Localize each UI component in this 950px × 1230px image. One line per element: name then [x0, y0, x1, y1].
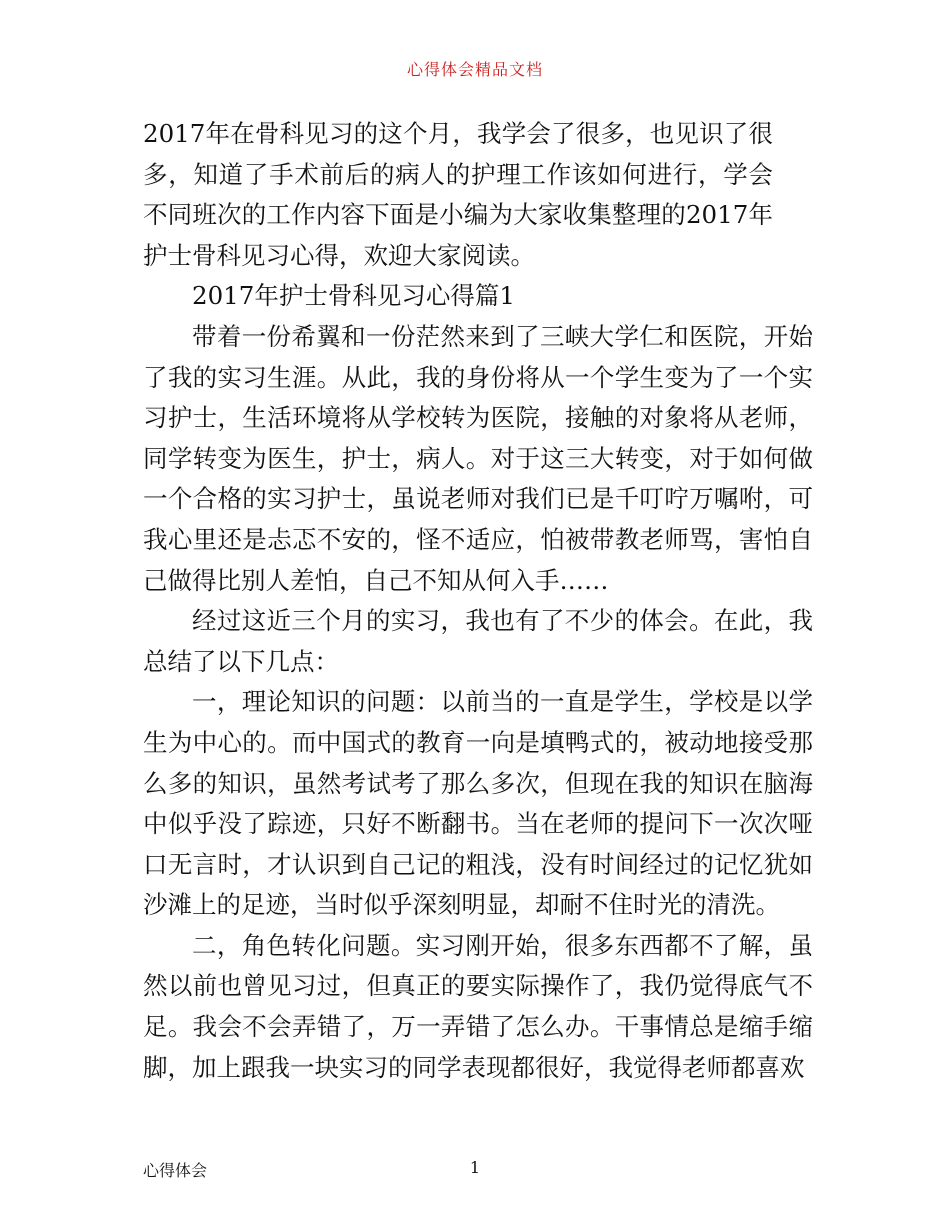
section-heading: 2017年护士骨科见习心得篇1: [192, 281, 515, 311]
document-body: [143, 114, 813, 1088]
header-title: 心得体会精品文档: [406, 60, 543, 79]
body-paragraph: 带着一份希翼和一份茫然来到了三峡大学仁和医院，开始了我的实习生涯。从此，我的身份将从一个学生变为了一个实习护士，生活环境将从学校转为医院，接触的对象将从老师，同学转变为医生，护士，病人。对于这三大转变，对于如何做一个合格的实习护士，虽说老师对我们已是千叮咛万嘱咐，可我心里还是忐忑不安的，怪不适应，怕被带教老师骂，害怕自己做得比别人差怕，自己不知从何入手……: [143, 321, 813, 595]
body-paragraph: 经过这近三个月的实习，我也有了不少的体会。在此，我总结了以下几点：: [143, 606, 813, 676]
intro-paragraph: 2017年在骨科见习的这个月，我学会了很多，也见识了很多，知道了手术前后的病人的护理工作该如何进行，学会不同班次的工作内容下面是小编为大家收集整理的2017年护士骨科见习心得，欢迎大家阅读。: [143, 119, 773, 270]
page-number: 1: [469, 1158, 481, 1177]
body-paragraph: 二，角色转化问题。实习刚开始，很多东西都不了解，虽然以前也曾见习过，但真正的要实际操作了，我仍觉得底气不足。我会不会弄错了，万一弄错了怎么办。干事情总是缩手缩脚，加上跟我一块实习的同学表现都很好，我觉得老师都喜欢: [143, 930, 813, 1082]
body-paragraph: 一，理论知识的问题：以前当的一直是学生，学校是以学生为中心的。而中国式的教育一向是填鸭式的，被动地接受那么多的知识，虽然考试考了那么多次，但现在我的知识在脑海中似乎没了踪迹，只好不断翻书。当在老师的提问下一次次哑口无言时，才认识到自己记的粗浅，没有时间经过的记忆犹如沙滩上的足迹，当时似乎深刻明显，却耐不住时光的清洗。: [143, 687, 813, 920]
footer-label: 心得体会: [143, 1161, 208, 1180]
